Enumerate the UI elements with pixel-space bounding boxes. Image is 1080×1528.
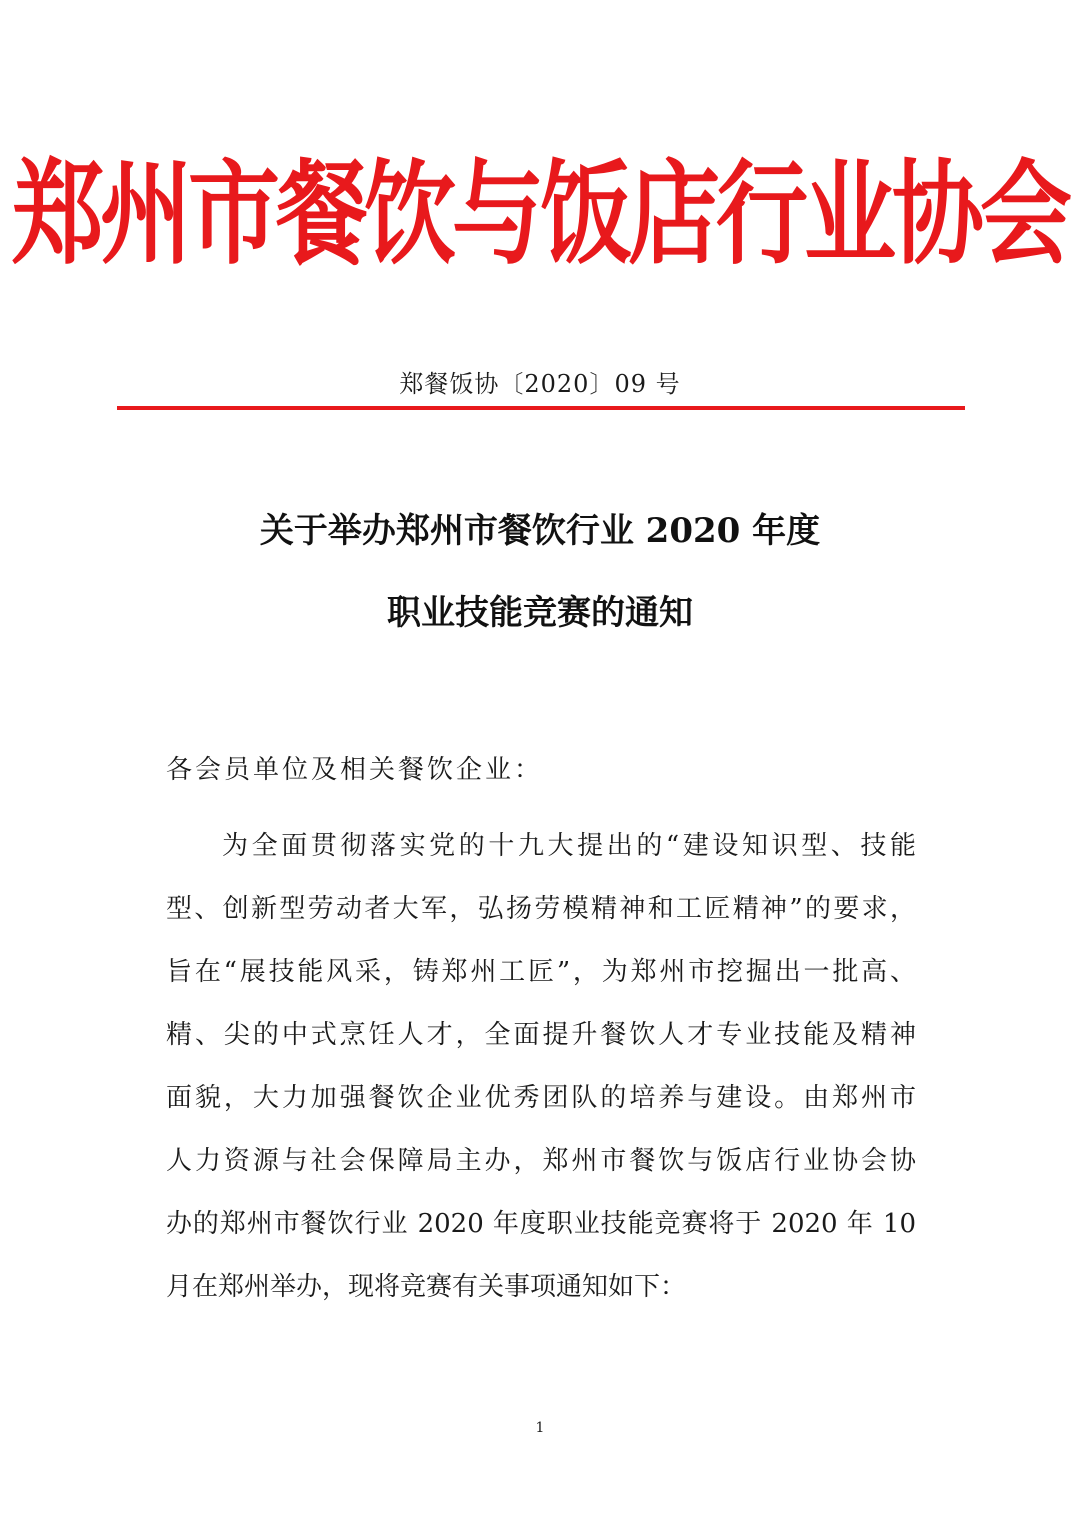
document-number: 郑餐饭协〔2020〕09 号 <box>399 370 681 398</box>
body-line: 为全面贯彻落实党的十九大提出的“建设知识型、技能 <box>222 831 916 861</box>
body-line: 办的郑州市餐饮行业 2020 年度职业技能竞赛将于 2020 年 10 <box>166 1209 916 1239</box>
body-line: 面貌，大力加强餐饮企业优秀团队的培养与建设。由郑州市 <box>166 1083 916 1113</box>
page-number: 1 <box>535 1420 545 1436</box>
document-title-line-1: 关于举办郑州市餐饮行业 2020 年度 <box>259 511 821 551</box>
red-divider-line <box>117 406 965 410</box>
body-line: 旨在“展技能风采，铸郑州工匠”，为郑州市挖掘出一批高、 <box>166 957 916 987</box>
body-line: 月在郑州举办，现将竞赛有关事项通知如下： <box>166 1272 687 1302</box>
salutation: 各会员单位及相关餐饮企业： <box>166 755 544 785</box>
letterhead-org-name: 郑州市餐饮与饭店行业协会 <box>11 149 1068 280</box>
body-line: 精、尖的中式烹饪人才，全面提升餐饮人才专业技能及精神 <box>166 1020 916 1050</box>
document-title-line-2: 职业技能竞赛的通知 <box>387 593 693 633</box>
body-line: 人力资源与社会保障局主办，郑州市餐饮与饭店行业协会协 <box>166 1146 916 1176</box>
body-line: 型、创新型劳动者大军，弘扬劳模精神和工匠精神”的要求， <box>166 894 916 924</box>
